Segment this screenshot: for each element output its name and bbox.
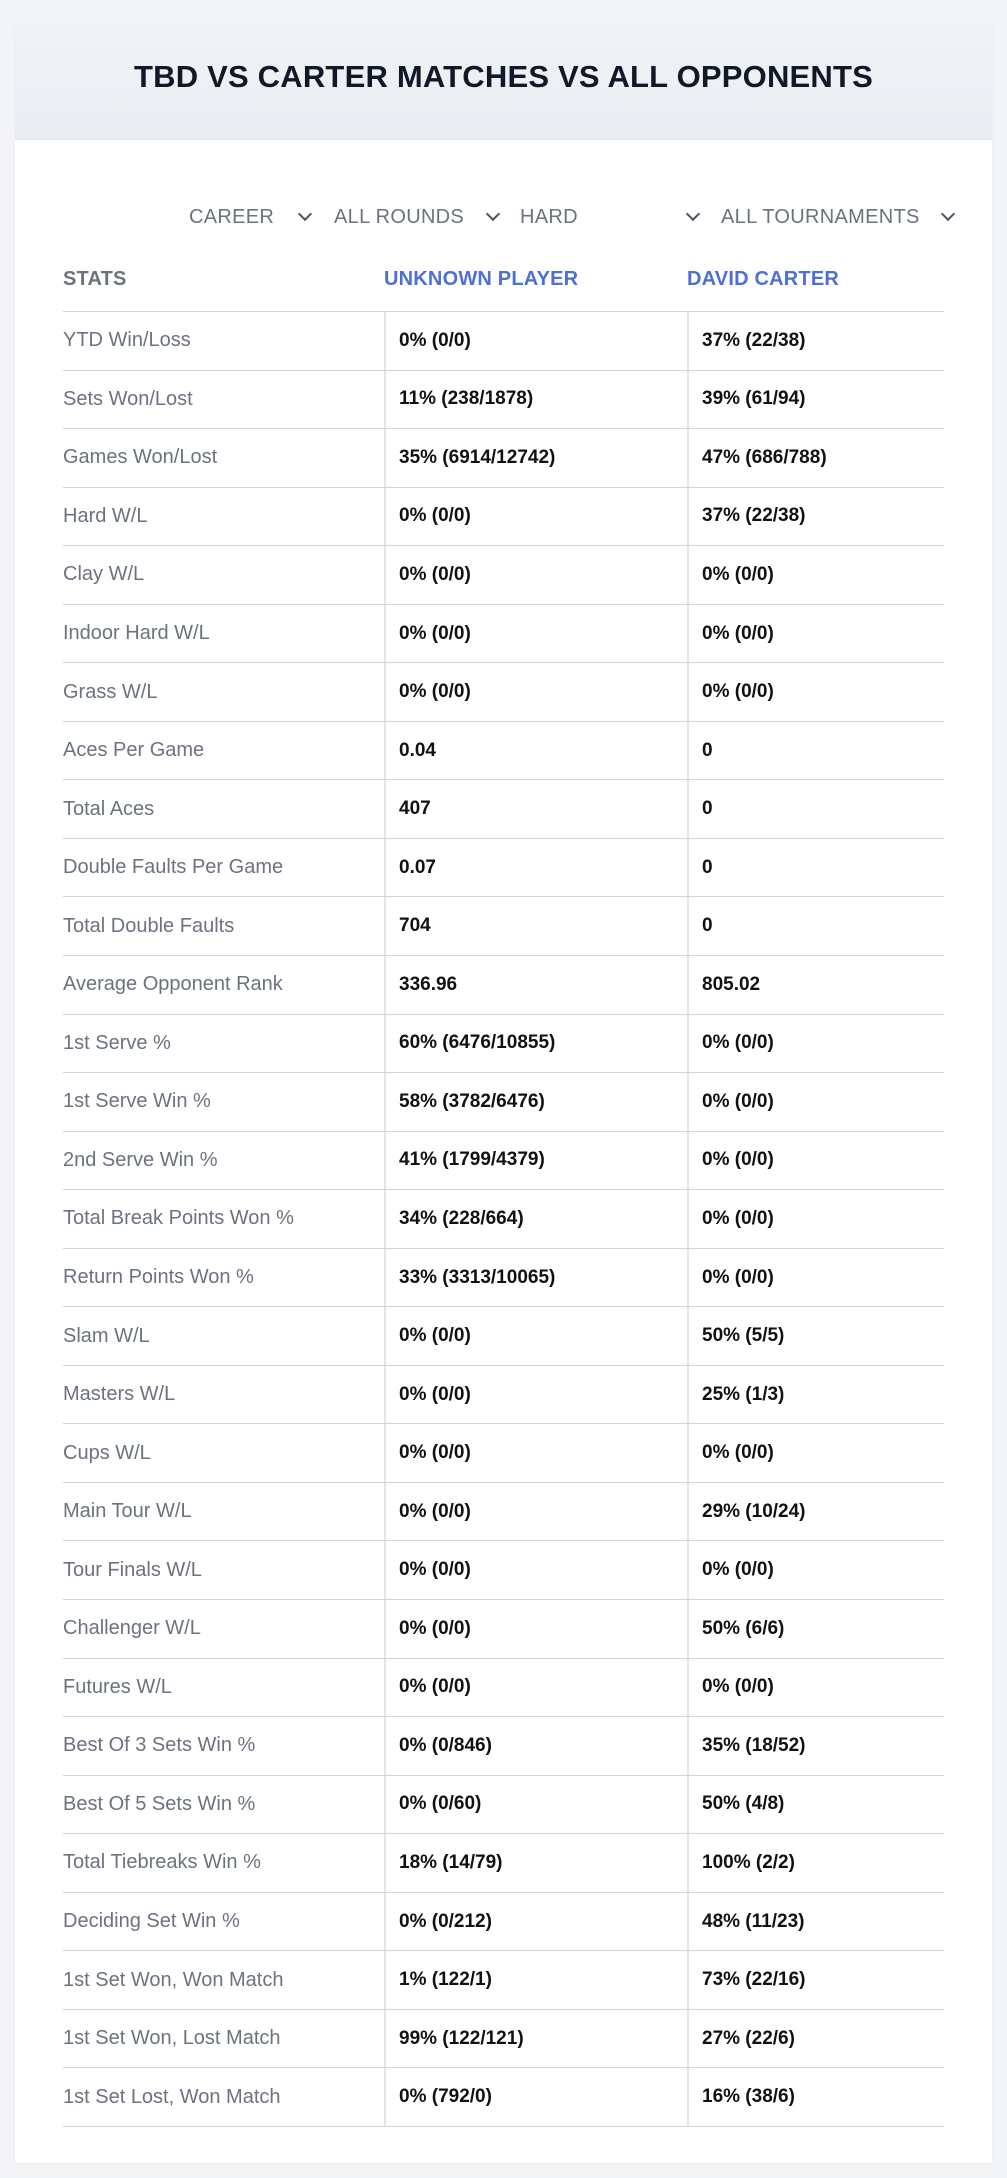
player1-value: 35% (6914/12742)	[399, 446, 556, 468]
table-row	[63, 1190, 944, 1249]
player1-value: 11% (238/1878)	[399, 388, 534, 410]
table-row	[63, 1366, 944, 1425]
filter-label: CAREER	[189, 205, 275, 228]
stat-label: Cups W/L	[63, 1441, 151, 1464]
player1-value: 407	[399, 798, 431, 820]
player1-value: 0% (0/0)	[399, 1442, 471, 1464]
player2-value: 0	[702, 798, 713, 820]
stat-label: 1st Set Won, Won Match	[63, 1968, 284, 1991]
player2-value: 805.02	[702, 973, 761, 995]
stat-label: Best Of 5 Sets Win %	[63, 1792, 256, 1815]
table-row	[63, 722, 944, 781]
stat-label: Sets Won/Lost	[63, 387, 193, 410]
player1-value: 0% (0/60)	[399, 1793, 482, 1815]
player1-value: 0% (0/0)	[399, 505, 471, 527]
stat-label: 1st Serve Win %	[63, 1090, 211, 1113]
filter-label: ALL TOURNAMENTS	[721, 205, 920, 228]
stat-label: Main Tour W/L	[63, 1500, 192, 1523]
table-row	[63, 605, 944, 664]
player1-value: 58% (3782/6476)	[399, 1090, 545, 1112]
table-body	[63, 312, 944, 2127]
player2-value: 0% (0/0)	[702, 1032, 774, 1054]
surface-filter-dropdown[interactable]	[520, 187, 698, 247]
player1-value: 0% (0/0)	[399, 1500, 471, 1522]
player1-value: 0% (0/0)	[399, 681, 471, 703]
stat-label: Hard W/L	[63, 504, 148, 527]
table-row	[63, 839, 944, 898]
stat-label: Average Opponent Rank	[63, 973, 283, 996]
table-row	[63, 429, 944, 488]
table-row	[63, 371, 944, 430]
stat-label: Best Of 3 Sets Win %	[63, 1734, 256, 1757]
player2-value: 100% (2/2)	[702, 1851, 795, 1873]
career-filter-dropdown[interactable]	[189, 187, 310, 247]
player2-value: 50% (4/8)	[702, 1793, 785, 1815]
player1-value: 336.96	[399, 973, 458, 995]
stats-card	[15, 15, 992, 2163]
table-row	[63, 1951, 944, 2010]
table-row	[63, 488, 944, 547]
player2-value: 0% (0/0)	[702, 622, 774, 644]
page-title: TBD VS CARTER MATCHES VS ALL OPPONENTS	[133, 59, 874, 94]
stat-label: Aces Per Game	[63, 739, 205, 762]
table-row	[63, 1015, 944, 1074]
stat-label: YTD Win/Loss	[63, 329, 191, 352]
player1-value: 704	[399, 915, 431, 937]
stats-table	[63, 247, 944, 2127]
player1-value: 0% (0/0)	[399, 1383, 471, 1405]
filter-label: ALL ROUNDS	[334, 205, 465, 228]
player2-value: 0	[702, 739, 713, 761]
table-row	[63, 1073, 944, 1132]
player1-value: 0% (0/0)	[399, 329, 471, 351]
filter-label: HARD	[520, 205, 578, 228]
player1-value: 60% (6476/10855)	[399, 1032, 556, 1054]
player2-value: 16% (38/6)	[702, 2086, 795, 2108]
table-row	[63, 2010, 944, 2069]
player2-value: 37% (22/38)	[702, 505, 806, 527]
player1-value: 0% (0/0)	[399, 1617, 471, 1639]
player1-value: 0% (0/0)	[399, 1559, 471, 1581]
player1-value: 99% (122/121)	[399, 2027, 524, 2049]
player2-value: 50% (6/6)	[702, 1617, 785, 1639]
player1-value: 1% (122/1)	[399, 1969, 492, 1991]
player1-column-header[interactable]: UNKNOWN PLAYER	[384, 268, 579, 290]
player1-value: 0.04	[399, 739, 436, 761]
table-row	[63, 1659, 944, 1718]
table-row	[63, 1132, 944, 1191]
player2-value: 0% (0/0)	[702, 1559, 774, 1581]
player2-value: 0% (0/0)	[702, 1090, 774, 1112]
player1-value: 0% (0/0)	[399, 1676, 471, 1698]
player2-value: 29% (10/24)	[702, 1500, 806, 1522]
chevron-down-icon	[941, 207, 955, 221]
table-row	[63, 1249, 944, 1308]
stat-label: 1st Set Won, Lost Match	[63, 2027, 281, 2050]
player1-value: 41% (1799/4379)	[399, 1149, 545, 1171]
chevron-down-icon	[486, 207, 500, 221]
card-header	[15, 15, 992, 140]
player2-value: 0% (0/0)	[702, 681, 774, 703]
table-row	[63, 1600, 944, 1659]
stat-label: Total Break Points Won %	[63, 1207, 294, 1230]
stat-label: Masters W/L	[63, 1383, 176, 1406]
table-row	[63, 1424, 944, 1483]
chevron-down-icon	[298, 207, 312, 221]
player1-value: 0% (0/0)	[399, 622, 471, 644]
player2-value: 47% (686/788)	[702, 446, 827, 468]
table-row	[63, 1717, 944, 1776]
table-row	[63, 2068, 944, 2127]
player1-value: 33% (3313/10065)	[399, 1266, 556, 1288]
stat-label: Games Won/Lost	[63, 446, 218, 469]
table-row	[63, 546, 944, 605]
player2-value: 0% (0/0)	[702, 1266, 774, 1288]
table-row	[63, 1307, 944, 1366]
player2-value: 27% (22/6)	[702, 2027, 795, 2049]
player2-value: 35% (18/52)	[702, 1734, 806, 1756]
stat-label: 1st Serve %	[63, 1031, 171, 1054]
player1-value: 18% (14/79)	[399, 1851, 503, 1873]
stat-label: Clay W/L	[63, 563, 145, 586]
table-row	[63, 1541, 944, 1600]
stat-label: Total Tiebreaks Win %	[63, 1851, 261, 1874]
player1-value: 0% (0/846)	[399, 1734, 492, 1756]
table-header	[63, 247, 944, 312]
player2-value: 25% (1/3)	[702, 1383, 785, 1405]
player2-value: 0% (0/0)	[702, 563, 774, 585]
stat-label: Slam W/L	[63, 1324, 150, 1347]
player2-value: 73% (22/16)	[702, 1969, 806, 1991]
table-row	[63, 1483, 944, 1542]
stat-label: Indoor Hard W/L	[63, 622, 210, 644]
player1-value: 0% (0/212)	[399, 1910, 492, 1932]
player2-value: 0% (0/0)	[702, 1149, 774, 1171]
player1-value: 0% (0/0)	[399, 563, 471, 585]
chevron-down-icon	[686, 207, 700, 221]
stat-label: Grass W/L	[63, 680, 158, 703]
stats-column-header: STATS	[63, 268, 127, 290]
player2-value: 50% (5/5)	[702, 1325, 785, 1347]
player2-column-header[interactable]: DAVID CARTER	[687, 268, 840, 290]
stat-label: 1st Set Lost, Won Match	[63, 2085, 281, 2108]
stat-label: Total Aces	[63, 797, 155, 820]
player2-value: 0	[702, 856, 713, 878]
player2-value: 37% (22/38)	[702, 329, 806, 351]
player2-value: 0% (0/0)	[702, 1676, 774, 1698]
player2-value: 39% (61/94)	[702, 388, 806, 410]
table-row	[63, 1893, 944, 1952]
player2-value: 0	[702, 915, 713, 937]
tournaments-filter-dropdown[interactable]	[721, 187, 953, 247]
player1-value: 34% (228/664)	[399, 1207, 524, 1229]
stat-label: Futures W/L	[63, 1675, 172, 1698]
player2-value: 48% (11/23)	[702, 1910, 805, 1932]
table-row	[63, 780, 944, 839]
stat-label: Challenger W/L	[63, 1617, 201, 1640]
table-row	[63, 312, 944, 371]
stat-label: 2nd Serve Win %	[63, 1148, 218, 1171]
rounds-filter-dropdown[interactable]	[334, 187, 498, 247]
player1-value: 0.07	[399, 856, 436, 878]
table-row	[63, 1834, 944, 1893]
stat-label: Tour Finals W/L	[63, 1558, 202, 1581]
table-row	[63, 897, 944, 956]
player1-value: 0% (0/0)	[399, 1325, 471, 1347]
filter-bar	[15, 187, 992, 247]
table-row	[63, 956, 944, 1015]
table-row	[63, 1776, 944, 1835]
stat-label: Return Points Won %	[63, 1266, 254, 1289]
stat-label: Deciding Set Win %	[63, 1910, 240, 1933]
stat-label: Double Faults Per Game	[63, 856, 284, 879]
table-row	[63, 663, 944, 722]
player2-value: 0% (0/0)	[702, 1442, 774, 1464]
player1-value: 0% (792/0)	[399, 2086, 492, 2108]
player2-value: 0% (0/0)	[702, 1207, 774, 1229]
stat-label: Total Double Faults	[63, 914, 235, 937]
